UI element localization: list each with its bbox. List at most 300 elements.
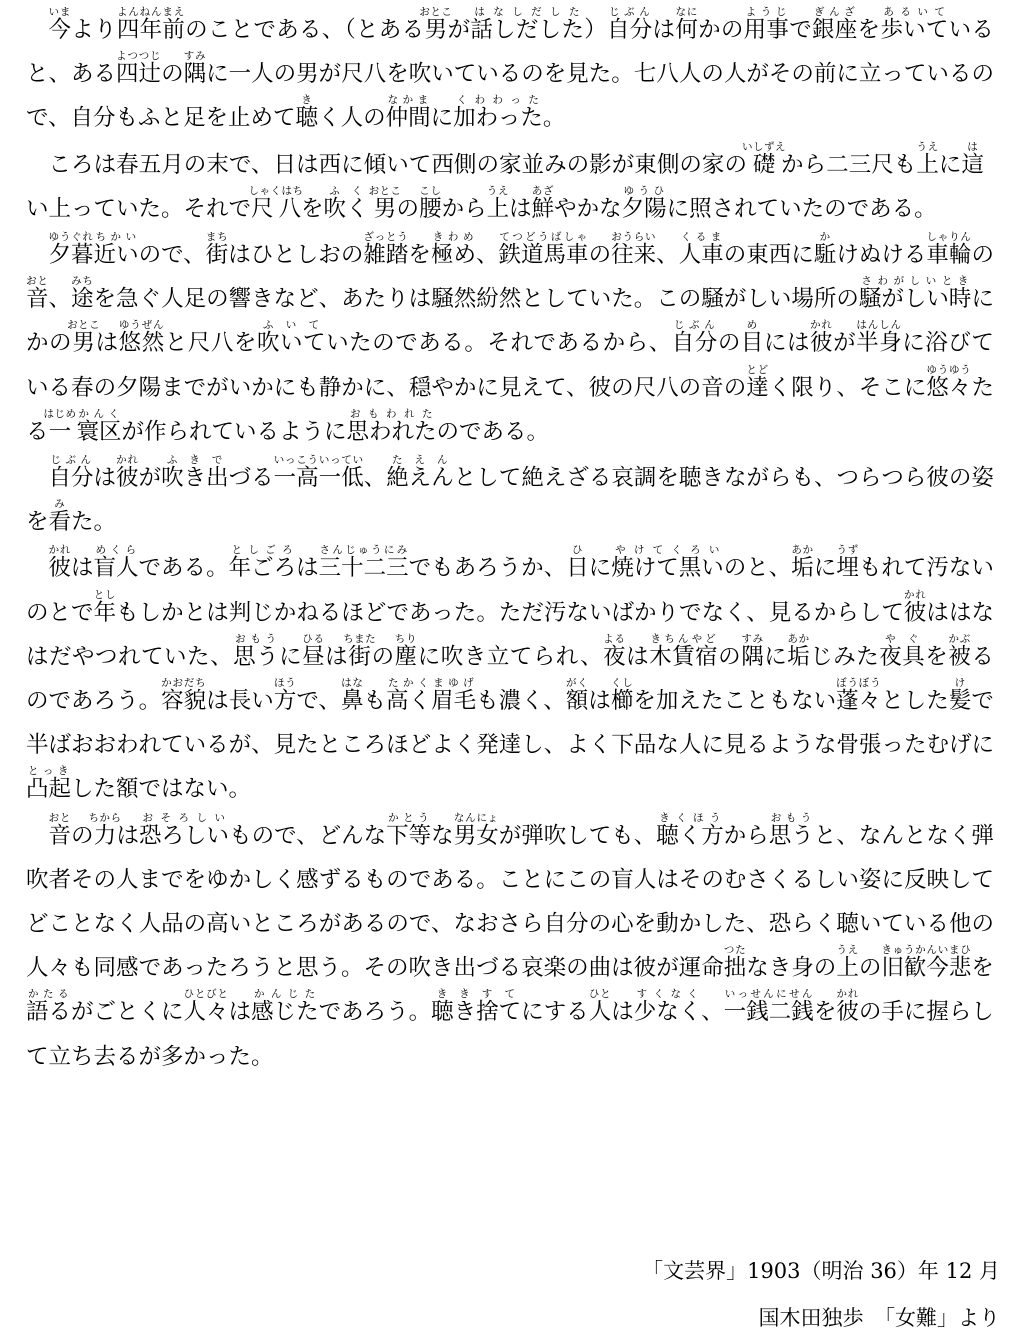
ruby-base: 歩いて <box>880 17 949 43</box>
ruby-word <box>48 498 72 536</box>
furigana: さわがしいとき <box>858 275 972 288</box>
ruby-word <box>183 50 207 88</box>
text-run: けぬける <box>836 242 927 269</box>
furigana: ざっとう <box>363 231 409 244</box>
text-run: にする <box>521 999 589 1026</box>
text-run: な <box>431 822 454 849</box>
ruby-base: 尺八 <box>248 195 304 222</box>
furigana: かぶ <box>948 632 971 645</box>
ruby-word <box>607 6 653 43</box>
text-run: の <box>588 242 612 269</box>
paragraph <box>26 812 994 1079</box>
furigana: ひと <box>588 988 612 1001</box>
furigana: とっき <box>26 765 72 778</box>
furigana: ほう <box>273 677 297 690</box>
text-run: は <box>611 999 634 1026</box>
ruby-word <box>419 184 442 222</box>
ruby-base: 男 <box>368 195 402 222</box>
furigana: は <box>961 140 984 153</box>
ruby-base: 悠然 <box>118 330 165 357</box>
ruby-word <box>363 231 409 269</box>
text-run: たる <box>26 374 994 445</box>
ruby-word <box>926 231 972 269</box>
furigana: はじめ <box>43 407 77 420</box>
text-run: の手に握らして立ち去るが多かった。 <box>26 999 994 1070</box>
text-run: づる <box>228 465 274 492</box>
furigana: じぶん <box>48 454 94 467</box>
ruby-base: 自分 <box>607 17 653 43</box>
ruby-base: 雑踏 <box>363 242 409 269</box>
furigana: さんじゅうにみ <box>318 544 409 557</box>
ruby-word <box>880 6 949 43</box>
furigana: いま <box>48 6 72 18</box>
ruby-base: 聴く方 <box>656 822 724 849</box>
ruby-word <box>740 319 764 357</box>
ruby-word <box>26 275 49 313</box>
text-run: く限り、そこに <box>768 374 927 401</box>
ruby-word <box>621 184 667 222</box>
ruby-base: 埋 <box>836 555 859 582</box>
ruby-base: 櫛 <box>610 688 634 715</box>
furigana: しゃりん <box>926 231 972 244</box>
ruby-word <box>71 275 94 313</box>
furigana: くるま <box>678 231 724 244</box>
text-run: は <box>95 330 119 357</box>
ruby-base: 拙 <box>723 955 747 982</box>
ruby-word <box>76 407 122 445</box>
ruby-word <box>386 677 477 715</box>
text-run: と尺八を <box>164 330 257 357</box>
ruby-base: 塵 <box>394 643 418 670</box>
text-run: ） <box>584 17 607 43</box>
text-run: が <box>138 465 162 492</box>
text-run: より <box>71 17 117 43</box>
ruby-word <box>948 677 972 715</box>
furigana: よる <box>603 632 626 645</box>
text-run: に <box>938 151 962 178</box>
ruby-base: 高く眉毛 <box>386 688 477 715</box>
furigana: かんく <box>76 407 122 420</box>
ruby-base: 彼 <box>903 599 927 626</box>
ruby-base: 力 <box>88 822 122 849</box>
ruby-base: 感じた <box>251 999 319 1026</box>
ruby-word <box>633 988 702 1026</box>
text-run: の東西に <box>723 242 814 269</box>
ruby-word <box>386 454 454 492</box>
ruby-base: 看 <box>48 509 72 536</box>
text-run: と、なんとなく弾吹者その人までをゆかしく感ずるものである。ことにこの盲人はそのむさくるしい姿に反映してどことなく人品の高いところがあるので、なおさら自分の心を動かした、恐らく聴いている他の人々も同感であったろうと思う。その吹き出づる哀楽の曲は彼が運命 <box>26 822 994 982</box>
furigana: ふく <box>323 184 369 197</box>
furigana: かたる <box>26 988 72 1001</box>
text-run: く人の <box>318 105 386 132</box>
text-run: やかな <box>554 195 622 222</box>
ruby-word <box>161 677 207 715</box>
ruby-base: 街 <box>343 643 377 670</box>
ruby-word <box>183 988 229 1026</box>
ruby-base: 極め <box>430 242 476 269</box>
furigana: かとう <box>386 811 432 824</box>
text-run: の <box>371 643 395 670</box>
ruby-word <box>386 811 432 849</box>
ruby-base: 上 <box>836 955 859 982</box>
furigana: おもわれた <box>346 407 437 420</box>
text-run: に浴びている春の夕陽までがいかにも静かに、穏やかに見えて、彼の尺八の音の <box>26 330 994 401</box>
ruby-word <box>611 231 657 269</box>
ruby-base: 盲人 <box>93 555 139 582</box>
furigana: いっこういってい <box>273 454 364 467</box>
ruby-base: 垢 <box>791 555 814 582</box>
ruby-word <box>948 632 972 670</box>
furigana: じぶん <box>607 6 653 18</box>
paragraph <box>26 454 994 544</box>
ruby-word <box>856 319 903 357</box>
text-run: じみた <box>810 643 880 670</box>
ruby-base: 寰区 <box>76 418 122 445</box>
furigana: じぶん <box>671 319 718 332</box>
ruby-word <box>588 988 612 1026</box>
furigana: うず <box>836 544 859 557</box>
furigana: ひとびと <box>183 988 229 1001</box>
text-run: は <box>116 822 140 849</box>
ruby-word <box>394 632 418 670</box>
ruby-word <box>836 544 859 582</box>
text-run: を加えたこともない <box>633 688 837 715</box>
ruby-base: 夜具 <box>879 643 926 670</box>
ruby-word <box>611 544 724 582</box>
furigana: おとこ <box>67 319 101 332</box>
ruby-word <box>116 50 162 88</box>
ruby-base: 音 <box>48 822 72 849</box>
ruby-word <box>48 231 94 269</box>
furigana: ぼうぼう <box>836 677 882 690</box>
ruby-base: 駈 <box>813 242 837 269</box>
ruby-base: 這 <box>961 151 984 178</box>
text-run: もので、どんな <box>229 822 387 849</box>
furigana: すくなく <box>633 988 702 1001</box>
ruby-word <box>836 944 859 982</box>
ruby-base: 年 <box>93 599 117 626</box>
ruby-base: 夕暮 <box>48 242 94 269</box>
text-run: の <box>858 955 882 982</box>
furigana: かれ <box>48 544 72 557</box>
text-run: は <box>626 643 650 670</box>
ruby-base: 隅 <box>183 61 207 88</box>
ruby-base: 男 <box>67 330 101 357</box>
ruby-word <box>139 811 230 849</box>
ruby-base: 腰 <box>419 195 442 222</box>
ruby-word <box>346 407 437 445</box>
ruby-word <box>26 988 72 1026</box>
text-run: で <box>789 17 812 43</box>
ruby-word <box>671 319 718 357</box>
furigana: ようじ <box>743 6 789 18</box>
text-run: である。 <box>138 555 229 582</box>
text-run: はひとしおの <box>228 242 364 269</box>
ruby-base: 音 <box>26 286 49 313</box>
text-run: が <box>833 330 857 357</box>
text-run: は <box>296 555 319 582</box>
text-run: もれて汚ないのとで <box>26 555 994 626</box>
text-run: に <box>430 105 454 132</box>
ruby-base: 一銭二銭 <box>723 999 814 1026</box>
ruby-word <box>273 677 297 715</box>
ruby-word <box>486 184 510 222</box>
ruby-word <box>256 319 327 357</box>
text-run: の <box>396 195 420 222</box>
publication-info: 「文芸界」1903（明治 36）年 12 月 <box>642 1259 1000 1283</box>
ruby-base: 日 <box>566 555 589 582</box>
ruby-base: 思う <box>233 643 280 670</box>
furigana: うえ <box>916 140 939 153</box>
text-run: いたのである。それであるから、 <box>326 330 672 357</box>
ruby-word <box>791 544 814 582</box>
furigana: おもう <box>233 632 279 645</box>
ruby-word <box>811 6 858 43</box>
ruby-word <box>295 94 319 132</box>
ruby-base: 街 <box>205 242 229 269</box>
ruby-word <box>67 319 101 357</box>
text-run: とした <box>881 688 949 715</box>
ruby-base: 人 <box>588 999 612 1026</box>
furigana: うえ <box>836 944 859 957</box>
text-run: に <box>764 643 788 670</box>
furigana: きゅうかんいまひ <box>881 944 972 957</box>
author-attribution: 国木田独歩 「女難」より <box>758 1306 1000 1330</box>
ruby-base: 彼 <box>48 555 72 582</box>
text-run: の <box>161 61 184 88</box>
ruby-word <box>248 184 304 222</box>
ruby-base: 絶えん <box>386 465 454 492</box>
ruby-base: 聴 <box>295 105 319 132</box>
text-run: 、 <box>475 242 499 269</box>
text-run: は <box>588 688 611 715</box>
ruby-word <box>302 632 326 670</box>
ruby-word <box>470 6 585 43</box>
ruby-base: 夕陽 <box>621 195 667 222</box>
text-run: を急ぐ人足の響きなど、あたりは騒然紛然としていた。この騒がしい場所の <box>93 286 859 313</box>
ruby-word <box>205 231 229 269</box>
text-run: を <box>857 17 881 43</box>
furigana: とし <box>93 588 117 601</box>
ruby-base: 彼 <box>836 999 859 1026</box>
ruby-base: 夜 <box>603 643 627 670</box>
ruby-word <box>742 140 787 178</box>
paragraph <box>26 544 994 811</box>
ruby-base: 近い <box>93 242 139 269</box>
ruby-base: 銀座 <box>811 17 858 43</box>
ruby-word <box>118 319 165 357</box>
furigana: たかくまゆげ <box>386 677 477 690</box>
furigana: やけてくろい <box>611 544 724 557</box>
furigana: しゃくはち <box>248 184 304 197</box>
ruby-base: 何 <box>675 17 699 43</box>
text-run: に一人の男が尺八を吹いているのを見た。七八人の人がその前に立っているので、自分もふと足を止めて <box>26 61 994 132</box>
ruby-word <box>453 94 543 132</box>
furigana: かれ <box>810 319 833 332</box>
ruby-base: 上 <box>916 151 939 178</box>
text-run: は <box>509 195 532 222</box>
text-run: に <box>279 643 303 670</box>
text-run: した額ではない。 <box>71 776 252 803</box>
ruby-base: 人々 <box>183 999 229 1026</box>
ruby-base: 年ごろ <box>228 555 297 582</box>
furigana: とど <box>746 363 769 376</box>
ruby-base: 人車 <box>678 242 724 269</box>
furigana: としごろ <box>228 544 297 557</box>
ruby-word <box>251 988 319 1026</box>
ruby-base: 吹く <box>323 195 369 222</box>
ruby-word <box>498 231 589 269</box>
ruby-word <box>656 811 724 849</box>
text-run: 、 <box>48 286 72 313</box>
ruby-word <box>723 944 747 982</box>
ruby-base: 仲間 <box>385 105 431 132</box>
furigana: うえ <box>486 184 510 197</box>
furigana: ふいて <box>256 319 326 332</box>
ruby-word <box>48 6 72 43</box>
text-run: を <box>301 195 324 222</box>
text-run: の <box>71 822 94 849</box>
text-run: から <box>723 822 769 849</box>
furigana: ゆうゆう <box>926 363 972 376</box>
ruby-word <box>323 184 369 222</box>
text-run: が <box>447 17 471 43</box>
text-run: にかの <box>26 286 994 357</box>
ruby-word <box>48 544 72 582</box>
text-run: を <box>925 643 949 670</box>
ruby-base: 彼 <box>810 330 834 357</box>
ruby-base: 少なく <box>633 999 702 1026</box>
text-run: を <box>813 999 837 1026</box>
ruby-base: 話しだした <box>470 17 585 43</box>
furigana: いしずえ <box>742 140 787 153</box>
ruby-base: 男女 <box>453 822 499 849</box>
ruby-word <box>43 407 77 445</box>
text-run: は <box>652 17 676 43</box>
ruby-base: 往来 <box>611 242 657 269</box>
furigana: ちかい <box>93 231 139 244</box>
furigana: めくら <box>93 544 139 557</box>
furigana: ちまた <box>343 632 377 645</box>
furigana: み <box>48 498 72 511</box>
ruby-base: 鮮 <box>531 195 555 222</box>
furigana: よつつじ <box>116 50 162 63</box>
furigana: け <box>948 677 972 690</box>
furigana: あるいて <box>880 6 949 18</box>
ruby-base: 額 <box>565 688 589 715</box>
ruby-word <box>273 454 364 492</box>
text-run: がごとくに <box>71 999 184 1026</box>
ruby-word <box>48 454 94 492</box>
ruby-word <box>610 677 634 715</box>
furigana: かれ <box>836 988 859 1001</box>
ruby-word <box>48 811 72 849</box>
furigana: ひ <box>566 544 589 557</box>
furigana: おと <box>48 811 72 824</box>
text-run: で、 <box>296 688 341 715</box>
furigana: まち <box>205 231 229 244</box>
ruby-word <box>746 363 769 401</box>
furigana: あざ <box>531 184 555 197</box>
text-run: なき身の <box>746 955 837 982</box>
text-run: に照されていたのである。 <box>666 195 937 222</box>
text-run: ので、 <box>138 242 206 269</box>
ruby-word <box>318 544 409 582</box>
text-run: るのであろう。 <box>26 643 994 715</box>
ruby-base: 四辻 <box>116 61 162 88</box>
furigana: てつどうばしゃ <box>498 231 589 244</box>
ruby-word <box>88 811 122 849</box>
text-run: は <box>71 555 94 582</box>
ruby-base: 木賃宿 <box>649 643 719 670</box>
ruby-word <box>93 231 139 269</box>
ruby-word <box>340 677 364 715</box>
ruby-word <box>531 184 555 222</box>
text-run: は <box>93 465 117 492</box>
furigana: おうらい <box>611 231 657 244</box>
ruby-word <box>903 588 927 626</box>
text-run: のと、 <box>723 555 792 582</box>
ruby-base: 礎 <box>742 151 786 178</box>
ruby-word <box>26 765 72 803</box>
ruby-base: 鉄道馬車 <box>498 242 589 269</box>
furigana: なんにょ <box>453 811 499 824</box>
ruby-word <box>836 677 882 715</box>
furigana: おそろしい <box>139 811 230 824</box>
text-run: は長い <box>206 688 274 715</box>
furigana: おとこ <box>368 184 402 197</box>
ruby-word <box>649 632 719 670</box>
text-run: で半ばおおわれているが、見たところほどよく発達し、よく下品な人に見るような骨張ったむげに <box>26 688 994 759</box>
paragraph <box>26 141 994 231</box>
ruby-base: 彼 <box>116 465 139 492</box>
ruby-base: 凸起 <box>26 776 72 803</box>
text-run: のことである、（とある <box>185 17 425 43</box>
furigana: いっせんにせん <box>723 988 814 1001</box>
ruby-base: 吹いて <box>256 330 327 357</box>
furigana: きくほう <box>656 811 724 824</box>
text-run: い上っていた。それで <box>26 195 252 222</box>
furigana: がく <box>565 677 589 690</box>
text-run: ははなはだやつれていた、 <box>26 599 994 670</box>
ruby-word <box>879 632 926 670</box>
ruby-word <box>419 6 453 43</box>
ruby-base: 今 <box>48 17 72 43</box>
ruby-base: 自分 <box>48 465 94 492</box>
ruby-base: 吹き出 <box>161 465 229 492</box>
text-run: もしかとは判じかねるほどであった。ただ汚ないばかりでなく、見るからして <box>116 599 904 626</box>
furigana: こし <box>419 184 442 197</box>
ruby-base: 焼けて黒い <box>611 555 724 582</box>
ruby-word <box>723 988 814 1026</box>
furigana: やぐ <box>879 632 925 645</box>
furigana: ゆうひ <box>621 184 667 197</box>
ruby-base: 方 <box>273 688 297 715</box>
ruby-word <box>343 632 377 670</box>
furigana: よんねんまえ <box>116 6 185 18</box>
furigana: ふきで <box>161 454 229 467</box>
ruby-word <box>813 231 837 269</box>
ruby-word <box>93 544 139 582</box>
furigana: すみ <box>183 50 207 63</box>
furigana: みち <box>71 275 94 288</box>
furigana: ちから <box>88 811 122 824</box>
text-run: 、 <box>701 999 724 1026</box>
furigana: なかま <box>385 94 431 107</box>
ruby-base: 上 <box>486 195 510 222</box>
ruby-base: 途 <box>71 286 94 313</box>
ruby-word <box>961 140 984 178</box>
